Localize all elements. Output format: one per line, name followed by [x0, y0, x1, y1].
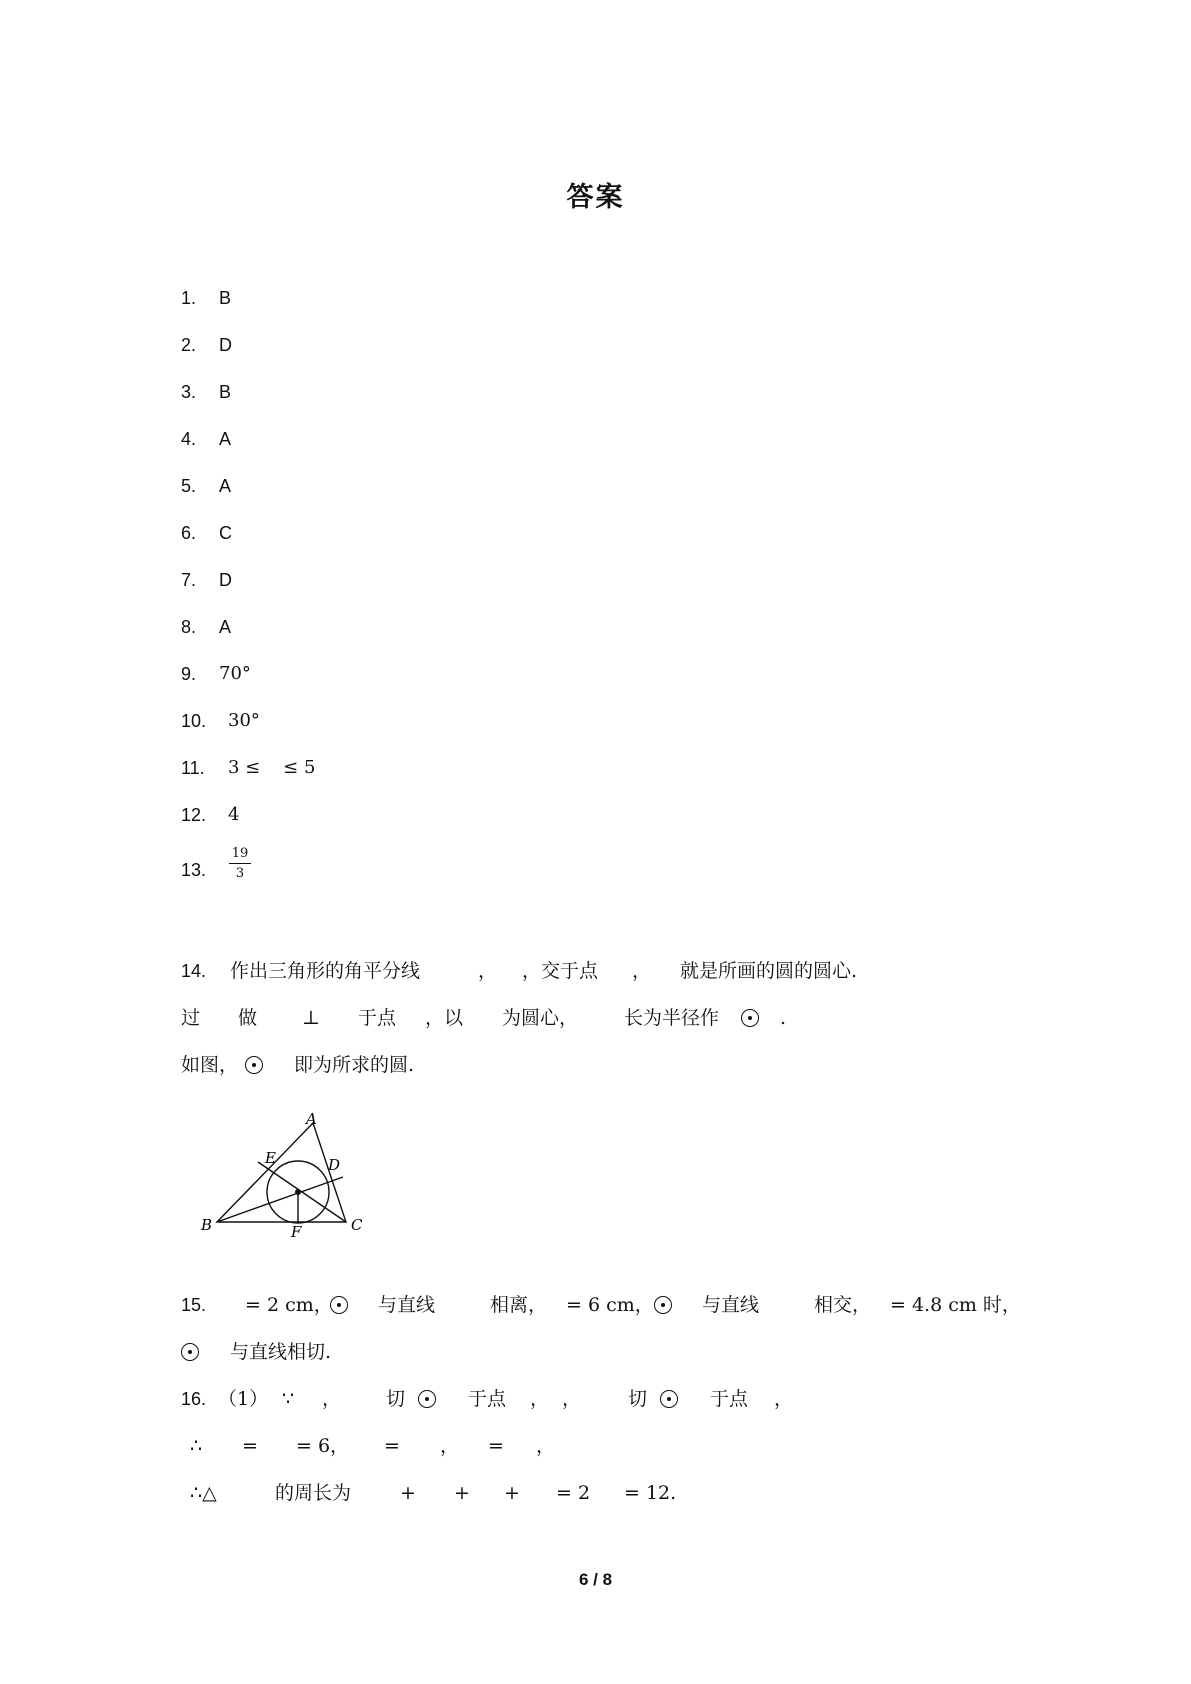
- fraction: [229, 845, 251, 882]
- text: ，: [536, 1435, 556, 1457]
- question-number: 15.: [181, 1295, 207, 1315]
- text: +: [400, 1482, 416, 1504]
- fraction-bar: [229, 863, 251, 864]
- label-b: B: [201, 1216, 213, 1234]
- answer-number: 10.: [181, 711, 207, 731]
- text: 作出三角形的角平分线: [230, 960, 421, 982]
- answer-value: A: [219, 429, 232, 449]
- label-e: E: [265, 1149, 276, 1167]
- circle-dot-icon: [418, 1390, 436, 1408]
- text: ，: [478, 960, 498, 982]
- circle-dot-icon: [654, 1296, 672, 1314]
- text: ，: [530, 1388, 550, 1410]
- circle-dot-icon: [741, 1009, 759, 1027]
- answer-value: A: [219, 476, 232, 496]
- bisector-b: [217, 1177, 343, 1222]
- text: =: [488, 1435, 504, 1457]
- text: 如图，: [181, 1054, 239, 1076]
- text: 即为所求的圆.: [294, 1054, 415, 1076]
- fraction-numerator: 19: [231, 846, 249, 861]
- text: = 4.8 cm 时，: [890, 1294, 1021, 1316]
- answer-number: 2.: [181, 335, 197, 355]
- label-f: F: [291, 1223, 302, 1241]
- text: 相交，: [814, 1294, 872, 1316]
- label-a: A: [306, 1110, 317, 1128]
- answer-number: 7.: [181, 570, 197, 590]
- center-point: [295, 1189, 301, 1195]
- answer-value: 3 ≤ ≤ 5: [228, 757, 316, 778]
- circle-dot-icon: [330, 1296, 348, 1314]
- text: 的周长为: [275, 1482, 352, 1504]
- answer-value: C: [219, 523, 232, 543]
- answer-value: A: [219, 617, 232, 637]
- text: ∴△: [190, 1482, 217, 1504]
- text: .: [780, 1007, 787, 1029]
- circle-dot-icon: [181, 1343, 199, 1361]
- answer-number: 3.: [181, 382, 197, 402]
- answer-number: 11.: [181, 758, 205, 778]
- text: 于点: [710, 1388, 749, 1410]
- text: ∴: [190, 1435, 203, 1457]
- text: ⊥: [302, 1007, 320, 1029]
- answer-number: 5.: [181, 476, 197, 496]
- label-c: C: [351, 1216, 363, 1234]
- answer-value: 4: [228, 804, 240, 825]
- question-number: 14.: [181, 961, 207, 981]
- fraction-denominator: 3: [235, 866, 245, 881]
- text: = 6，: [296, 1435, 350, 1457]
- text: 做: [238, 1007, 258, 1029]
- circle-dot-icon: [660, 1390, 678, 1408]
- answer-value: 30°: [228, 710, 260, 731]
- text: =: [384, 1435, 400, 1457]
- answer-number: 4.: [181, 429, 197, 449]
- answer-value: B: [219, 382, 232, 402]
- text: 于点: [468, 1388, 507, 1410]
- text: 切: [386, 1388, 406, 1410]
- text: 为圆心，: [502, 1007, 579, 1029]
- answer-value: B: [219, 288, 232, 308]
- text: 过: [181, 1007, 201, 1029]
- text: ，: [562, 1388, 582, 1410]
- text: 与直线: [702, 1294, 760, 1316]
- text: ，交于点: [522, 960, 599, 982]
- answer-value: D: [219, 570, 232, 590]
- text: 长为半径作: [624, 1007, 720, 1029]
- answer-number: 12.: [181, 805, 207, 825]
- answer-number: 9.: [181, 664, 197, 684]
- text: 与直线: [378, 1294, 436, 1316]
- text: =: [242, 1435, 258, 1457]
- answer-value: 70°: [219, 663, 251, 684]
- answer-number: 8.: [181, 617, 197, 637]
- text: 于点: [358, 1007, 397, 1029]
- label-d: D: [328, 1156, 341, 1174]
- text: ，以: [425, 1007, 464, 1029]
- text: 切: [628, 1388, 648, 1410]
- answer-number: 1.: [181, 288, 197, 308]
- answer-number: 6.: [181, 523, 197, 543]
- text: 就是所画的圆的圆心.: [680, 960, 858, 982]
- text: ，: [632, 960, 652, 982]
- text: +: [454, 1482, 470, 1504]
- text: ，: [440, 1435, 460, 1457]
- text: ，: [322, 1388, 342, 1410]
- page-number: 6 / 8: [578, 1570, 613, 1589]
- circle-dot-icon: [245, 1056, 263, 1074]
- text: ，: [774, 1388, 794, 1410]
- text: ∵: [282, 1388, 295, 1410]
- question-number: 16.: [181, 1389, 207, 1409]
- text: = 6 cm，: [566, 1294, 654, 1316]
- page-title: 答案: [566, 182, 625, 213]
- answer-number: 13.: [181, 860, 207, 880]
- incircle-figure: [195, 1110, 375, 1245]
- text: 相离，: [490, 1294, 548, 1316]
- text: +: [504, 1482, 520, 1504]
- text: = 2: [556, 1482, 591, 1504]
- text: = 2 cm，: [245, 1294, 333, 1316]
- text: = 12.: [624, 1482, 677, 1504]
- text: （1）: [218, 1388, 269, 1410]
- answer-value: D: [219, 335, 232, 355]
- text: 与直线相切.: [230, 1341, 332, 1363]
- triangle: [217, 1123, 346, 1222]
